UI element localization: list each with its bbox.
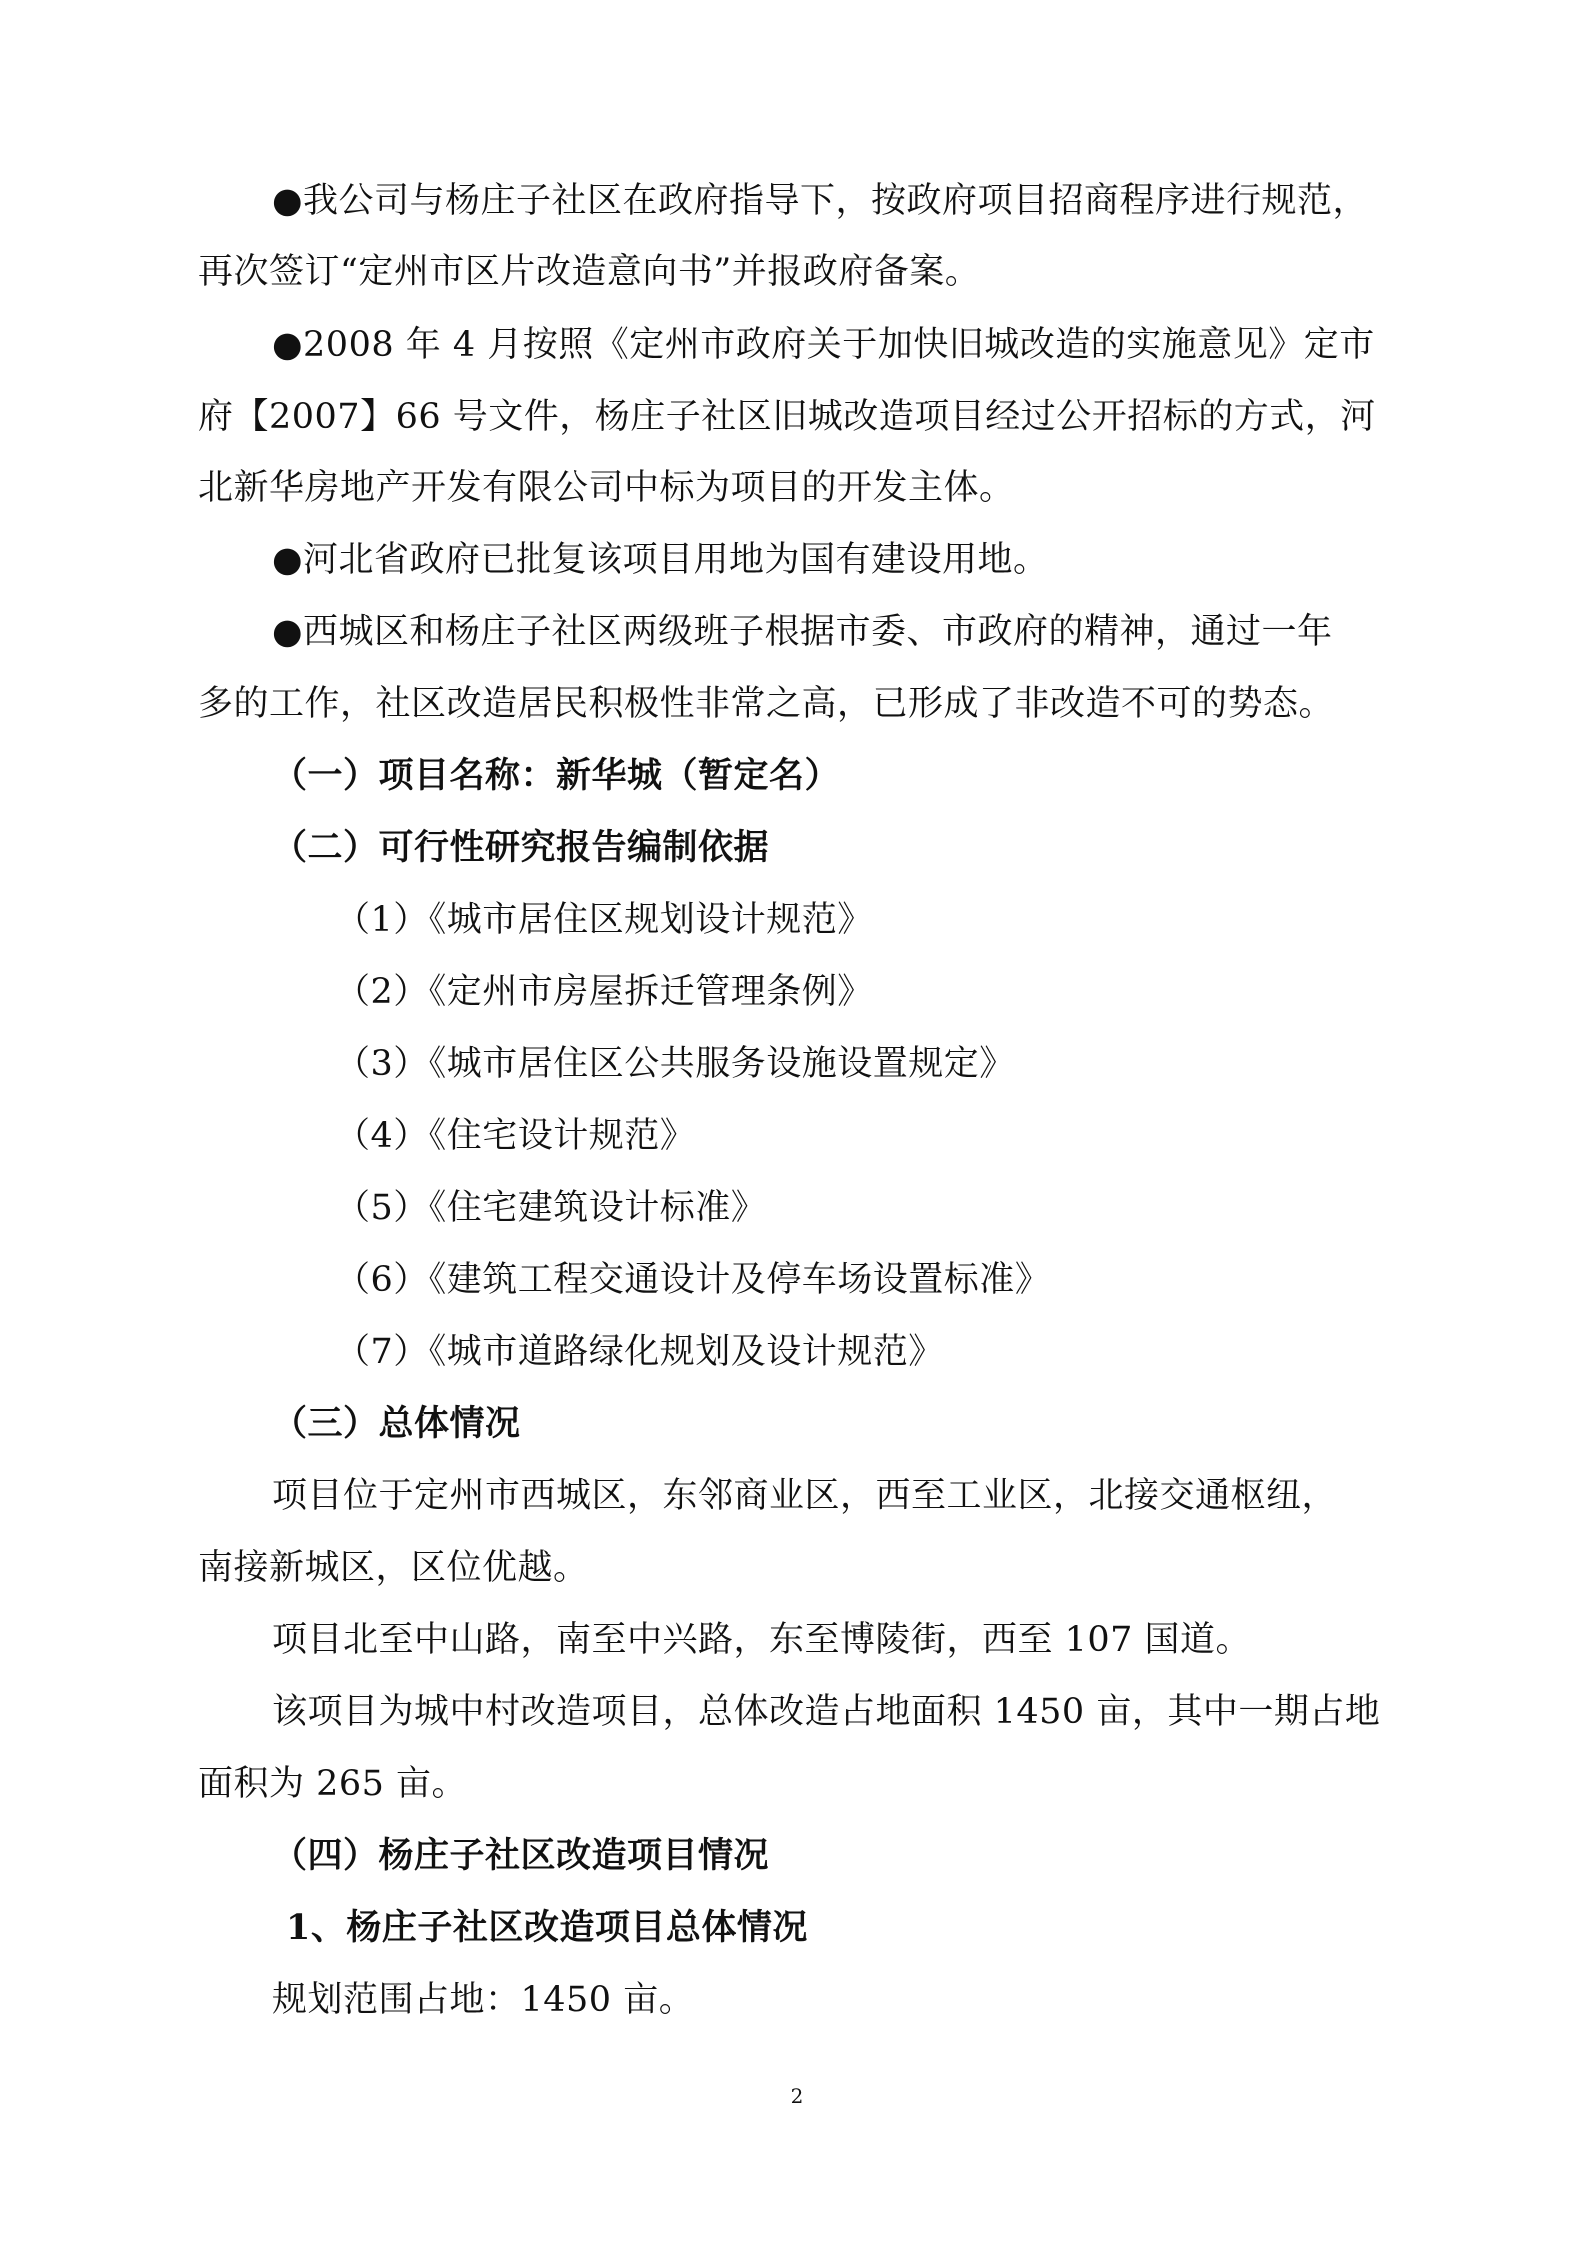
- paragraph-line-11: 项目北至中山路，南至中兴路，东至博陵街，西至 107 国道。: [272, 1620, 1252, 1660]
- basis-item-2: （2）《定州市房屋拆迁管理条例》: [335, 972, 873, 1012]
- paragraph-line-13: 面积为 265 亩。: [198, 1764, 468, 1804]
- paragraph-line-3: ●2008 年 4 月按照《定州市政府关于加快旧城改造的实施意见》定市: [272, 325, 1375, 365]
- paragraph-line-6: ●河北省政府已批复该项目用地为国有建设用地。: [272, 540, 1049, 580]
- basis-item-4: （4）《住宅设计规范》: [335, 1116, 696, 1156]
- paragraph-line-7: ●西城区和杨庄子社区两级班子根据市委、市政府的精神，通过一年: [272, 612, 1333, 652]
- paragraph-line-9: 项目位于定州市西城区，东邻商业区，西至工业区，北接交通枢纽，: [272, 1476, 1338, 1516]
- paragraph-line-2: 再次签订“定州市区片改造意向书”并报政府备案。: [198, 252, 981, 292]
- basis-item-1: （1）《城市居住区规划设计规范》: [335, 900, 873, 940]
- section-heading-1: （一）项目名称：新华城（暂定名）: [272, 755, 841, 796]
- paragraph-line-5: 北新华房地产开发有限公司中标为项目的开发主体。: [198, 468, 1015, 508]
- basis-item-5: （5）《住宅建筑设计标准》: [335, 1188, 767, 1228]
- basis-item-3: （3）《城市居住区公共服务设施设置规定》: [335, 1044, 1015, 1084]
- section-heading-2: （二）可行性研究报告编制依据: [272, 827, 770, 868]
- paragraph-line-14: 规划范围占地：1450 亩。: [272, 1980, 695, 2020]
- paragraph-line-8: 多的工作，社区改造居民积极性非常之高，已形成了非改造不可的势态。: [198, 684, 1335, 724]
- paragraph-line-1: ●我公司与杨庄子社区在政府指导下，按政府项目招商程序进行规范，: [272, 181, 1369, 221]
- section-heading-4: （四）杨庄子社区改造项目情况: [272, 1835, 770, 1876]
- basis-item-6: （6）《建筑工程交通设计及停车场设置标准》: [335, 1260, 1051, 1300]
- paragraph-line-10: 南接新城区，区位优越。: [198, 1548, 589, 1588]
- paragraph-line-12: 该项目为城中村改造项目，总体改造占地面积 1450 亩，其中一期占地: [272, 1692, 1381, 1732]
- paragraph-line-4: 府【2007】66 号文件，杨庄子社区旧城改造项目经过公开招标的方式，河: [198, 397, 1376, 437]
- page-number: 2: [790, 2084, 804, 2108]
- section-heading-3: （三）总体情况: [272, 1403, 521, 1444]
- basis-item-7: （7）《城市道路绿化规划及设计规范》: [335, 1332, 944, 1372]
- subsection-heading-1: 1、杨庄子社区改造项目总体情况: [286, 1907, 808, 1948]
